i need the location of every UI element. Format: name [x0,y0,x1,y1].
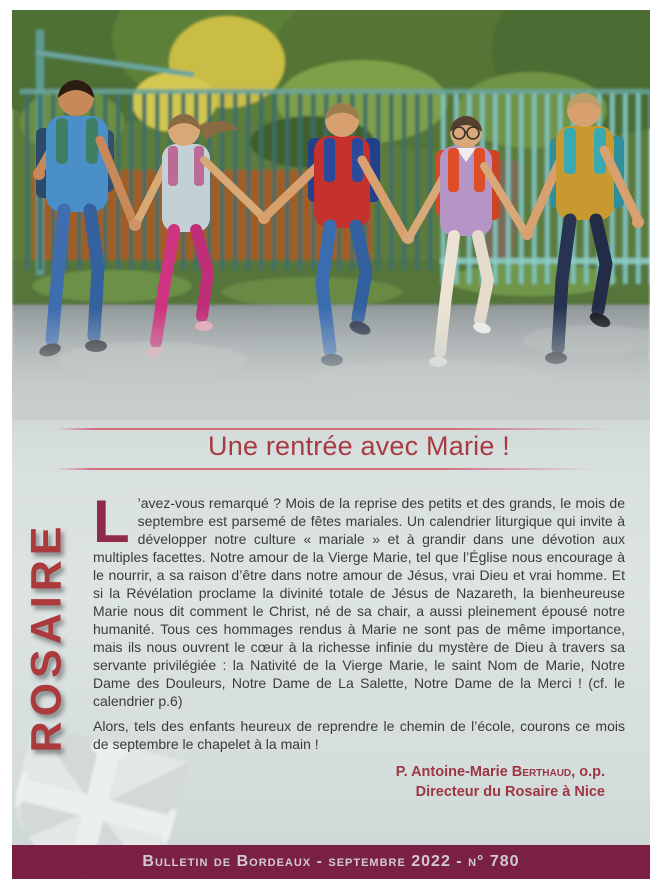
paragraph-2-text: Alors, tels des enfants heureux de reprendre le chemin de l’école, courons ce mois de septembre le chapelet à la main ! [93,718,625,752]
article-paragraph-1 [93,488,625,710]
title-rule-top [55,428,611,430]
article-paragraph-2 [93,717,625,753]
page-title: Une rentrée avec Marie ! [208,431,510,461]
article-body [93,488,625,802]
signature-name: P. Antoine-Marie Berthaud, o.p. [395,764,605,780]
signature-role: Directeur du Rosaire à Nice [415,784,605,800]
footer-text: Bulletin de Bordeaux - septembre 2022 - n° 780 [142,853,520,870]
signature-block [93,762,625,802]
cover-photo [12,10,650,420]
signature-surname: Berthaud [511,764,572,780]
cover-photo-illustration [12,10,650,420]
title-rule-bottom [55,468,595,470]
photo-fade [12,308,650,420]
footer-bar [12,845,650,879]
paragraph-1-text: ’avez-vous remarqué ? Mois de la reprise des petits et des grands, le mois de septembre est parsemé de fêtes mariales. Un calendrier liturgique qui invite à développer notre culture « mariale » et à grandir dans une dévotion aux multiples facettes. Notre amour de la Vierge Marie, tel que l’Église nous encourage à le nourrir, a sa raison d’être dans notre amour de Jésus, vrai Dieu et vrai homme. Et si la Révélation proclame la divinité totale de Jésus de Nazareth, la bienheureuse Marie nous dit comment le Christ, né de sa chair, a aussi pleinement épousé notre humanité. Tous ces hommages rendus à Marie ne sont pas de même importance, mais ils nous ouvrent le cœur à la richesse infinie du mystère de Dieu à travers sa servante privilégiée : la Nativité de la Vierge Marie, le saint Nom de Marie, Notre Dame des Douleurs, Notre Dame de La Salette, Notre Dame de la Merci ! (cf. le calendrier p.6) [93,495,625,709]
masthead-vertical-title: ROSAIRE [22,521,71,753]
drop-cap: L [93,488,130,555]
